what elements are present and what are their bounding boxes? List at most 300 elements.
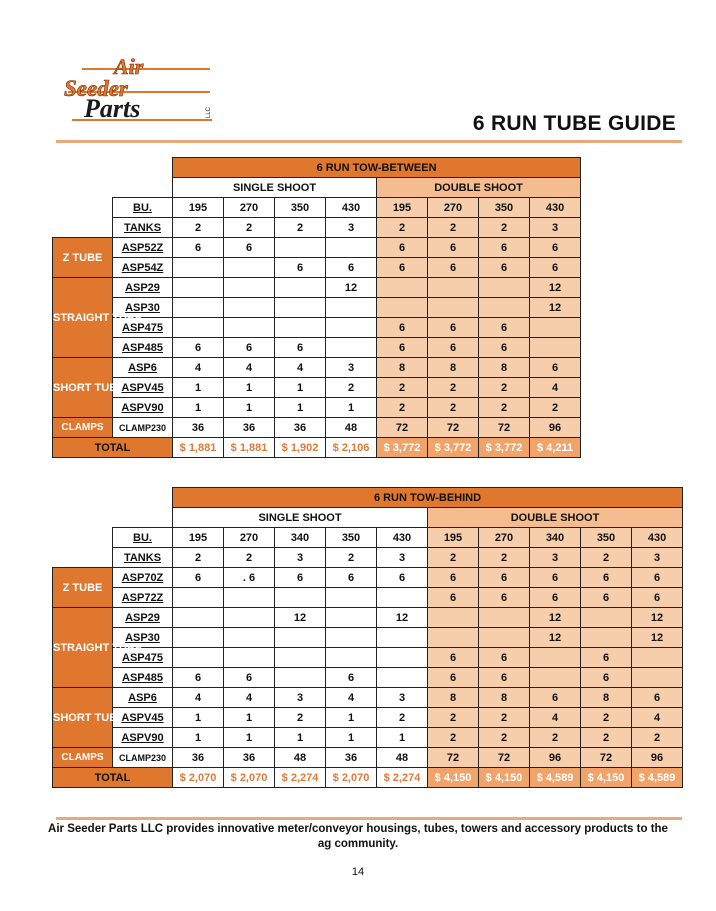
table-row	[53, 258, 581, 278]
part-number: ASP485	[113, 668, 173, 688]
qty-single	[275, 628, 326, 648]
qty-single: 1	[326, 728, 377, 748]
tanks-label: TANKS	[113, 218, 173, 238]
qty-single: 4	[224, 688, 275, 708]
total-price-single: $ 1,881	[224, 438, 275, 458]
qty-single: 6	[326, 258, 377, 278]
bu-value-single: 195	[173, 198, 224, 218]
table-row	[53, 338, 581, 358]
table-row	[53, 278, 581, 298]
tanks-value-double: 2	[428, 218, 479, 238]
qty-double: 6	[479, 338, 530, 358]
qty-double: 2	[479, 398, 530, 418]
part-number: ASP52Z	[113, 238, 173, 258]
tanks-value-single: 2	[326, 548, 377, 568]
qty-double: 6	[428, 338, 479, 358]
qty-double: 2	[428, 728, 479, 748]
tanks-value-single: 2	[275, 218, 326, 238]
bu-value-double: 350	[581, 528, 632, 548]
qty-double: 72	[377, 418, 428, 438]
qty-double	[377, 298, 428, 318]
qty-double: 2	[428, 708, 479, 728]
total-price-single: $ 2,274	[275, 768, 326, 788]
qty-double: 6	[479, 568, 530, 588]
qty-double: 12	[632, 608, 683, 628]
spacer-cell	[53, 528, 113, 548]
qty-single	[326, 238, 377, 258]
qty-double: 2	[581, 708, 632, 728]
qty-single: 36	[326, 748, 377, 768]
part-number: ASPV90	[113, 398, 173, 418]
qty-single: 4	[275, 358, 326, 378]
table-row	[53, 668, 683, 688]
qty-double: 12	[530, 608, 581, 628]
bu-label: BU.	[113, 198, 173, 218]
qty-single: 36	[224, 748, 275, 768]
qty-double: 6	[581, 588, 632, 608]
bu-value-double: 270	[428, 198, 479, 218]
qty-single	[326, 338, 377, 358]
single-shoot-header: SINGLE SHOOT	[173, 508, 428, 528]
qty-double: 6	[479, 238, 530, 258]
qty-double	[428, 278, 479, 298]
spacer-cell	[53, 178, 173, 198]
qty-single: 6	[173, 238, 224, 258]
qty-single: 36	[275, 418, 326, 438]
table-row	[53, 378, 581, 398]
total-price-single: $ 1,881	[173, 438, 224, 458]
table-row	[53, 238, 581, 258]
qty-double: 12	[530, 628, 581, 648]
qty-single: 4	[326, 688, 377, 708]
qty-double: 6	[479, 588, 530, 608]
page-title: 6 RUN TUBE GUIDE	[472, 112, 676, 135]
tow-between-table	[52, 157, 581, 458]
qty-single: 36	[173, 418, 224, 438]
qty-single: 1	[275, 378, 326, 398]
qty-double: 96	[632, 748, 683, 768]
table-row	[53, 728, 683, 748]
page-number: 14	[351, 866, 365, 878]
bu-value-double: 430	[530, 198, 581, 218]
qty-double	[530, 338, 581, 358]
qty-double: 6	[632, 588, 683, 608]
logo-line-parts: Parts	[84, 94, 141, 123]
total-price-double: $ 4,150	[479, 768, 530, 788]
table-row	[53, 608, 683, 628]
qty-single: 6	[224, 238, 275, 258]
qty-single	[224, 258, 275, 278]
qty-single: 4	[173, 688, 224, 708]
spacer-cell	[53, 198, 113, 218]
qty-double: 2	[632, 728, 683, 748]
category-label: Z TUBE	[53, 568, 113, 608]
part-number: ASP475	[113, 318, 173, 338]
tanks-value-double: 3	[632, 548, 683, 568]
part-number: ASP29	[113, 608, 173, 628]
qty-single	[326, 298, 377, 318]
logo-line-seeder: Seeder	[64, 76, 128, 101]
bu-value-single: 195	[173, 528, 224, 548]
qty-double: 6	[530, 238, 581, 258]
total-price-double: $ 4,150	[581, 768, 632, 788]
qty-single	[275, 278, 326, 298]
bu-value-single: 270	[224, 528, 275, 548]
total-label: TOTAL	[53, 438, 173, 458]
qty-single	[224, 318, 275, 338]
qty-single	[173, 608, 224, 628]
bu-value-double: 340	[530, 528, 581, 548]
qty-double	[479, 608, 530, 628]
table-row	[53, 688, 683, 708]
qty-double: 72	[428, 748, 479, 768]
qty-single: 36	[173, 748, 224, 768]
table-row	[53, 568, 683, 588]
category-label: CLAMPS	[53, 748, 113, 768]
qty-single: 4	[173, 358, 224, 378]
part-number: ASPV90	[113, 728, 173, 748]
bu-value-single: 340	[275, 528, 326, 548]
qty-double: 6	[377, 238, 428, 258]
spacer-cell	[53, 508, 173, 528]
qty-single: 6	[224, 338, 275, 358]
qty-double: 6	[581, 668, 632, 688]
bu-value-double: 430	[632, 528, 683, 548]
qty-single	[275, 238, 326, 258]
qty-single	[224, 588, 275, 608]
qty-double: 6	[479, 648, 530, 668]
total-price-single: $ 2,070	[173, 768, 224, 788]
qty-single: 1	[173, 398, 224, 418]
qty-double: 6	[428, 258, 479, 278]
qty-single	[173, 628, 224, 648]
qty-double: 96	[530, 748, 581, 768]
qty-single: 6	[224, 668, 275, 688]
qty-single: 48	[326, 418, 377, 438]
qty-double: 8	[581, 688, 632, 708]
qty-single: 1	[224, 398, 275, 418]
bu-value-single: 350	[275, 198, 326, 218]
qty-single	[377, 588, 428, 608]
bu-value-single: 270	[224, 198, 275, 218]
single-shoot-header: SINGLE SHOOT	[173, 178, 377, 198]
qty-double	[479, 628, 530, 648]
tanks-value-single: 2	[224, 218, 275, 238]
qty-double	[581, 628, 632, 648]
qty-double	[581, 608, 632, 628]
part-number: ASP6	[113, 358, 173, 378]
qty-single	[326, 318, 377, 338]
total-price-double: $ 3,772	[479, 438, 530, 458]
qty-double	[479, 278, 530, 298]
part-number: ASPV45	[113, 378, 173, 398]
qty-single: 6	[275, 568, 326, 588]
qty-single: 6	[377, 568, 428, 588]
qty-single: 1	[275, 398, 326, 418]
qty-single: 1	[224, 728, 275, 748]
table-row	[53, 398, 581, 418]
qty-single: 36	[224, 418, 275, 438]
qty-single: 1	[377, 728, 428, 748]
bu-label: BU.	[113, 528, 173, 548]
bu-value-single: 430	[377, 528, 428, 548]
category-label: STRAIGHT TUBE	[53, 278, 113, 358]
table-title: 6 RUN TOW-BEHIND	[173, 488, 683, 508]
total-price-double: $ 4,211	[530, 438, 581, 458]
tanks-value-single: 2	[224, 548, 275, 568]
qty-single	[224, 298, 275, 318]
qty-double	[530, 668, 581, 688]
qty-double	[479, 298, 530, 318]
qty-single: 2	[377, 708, 428, 728]
table-row	[53, 748, 683, 768]
qty-single	[326, 608, 377, 628]
qty-double: 6	[581, 568, 632, 588]
qty-double: 6	[632, 568, 683, 588]
total-price-single: $ 1,902	[275, 438, 326, 458]
qty-double	[632, 648, 683, 668]
spacer-cell	[53, 548, 113, 568]
qty-single	[275, 298, 326, 318]
qty-double	[632, 668, 683, 688]
qty-single: 12	[377, 608, 428, 628]
qty-double: 6	[530, 688, 581, 708]
qty-double	[530, 318, 581, 338]
tanks-value-single: 3	[326, 218, 377, 238]
qty-single: 2	[275, 708, 326, 728]
qty-single: 12	[275, 608, 326, 628]
total-label: TOTAL	[53, 768, 173, 788]
qty-double: 6	[581, 648, 632, 668]
spacer-cell	[53, 158, 173, 178]
footer-text: Air Seeder Parts LLC provides innovative meter/conveyor housings, tubes, towers and accessory products to the ag community.	[48, 823, 668, 850]
table-row	[53, 588, 683, 608]
qty-double: 8	[377, 358, 428, 378]
qty-single: 1	[173, 728, 224, 748]
qty-single: 1	[326, 398, 377, 418]
qty-double: 2	[479, 378, 530, 398]
qty-double: 8	[479, 358, 530, 378]
qty-single: 3	[326, 358, 377, 378]
qty-double: 6	[377, 258, 428, 278]
table-row	[53, 708, 683, 728]
bu-value-single: 430	[326, 198, 377, 218]
qty-single: 6	[326, 568, 377, 588]
qty-single	[326, 648, 377, 668]
qty-single: 1	[224, 708, 275, 728]
bu-value-double: 270	[479, 528, 530, 548]
qty-single	[326, 588, 377, 608]
category-label: SHORT TUBE	[53, 358, 113, 418]
qty-single	[224, 608, 275, 628]
tanks-value-single: 3	[275, 548, 326, 568]
qty-double: 96	[530, 418, 581, 438]
tanks-value-single: 2	[173, 548, 224, 568]
qty-single	[224, 628, 275, 648]
qty-double: 6	[377, 338, 428, 358]
bu-value-double: 195	[377, 198, 428, 218]
tanks-value-double: 2	[479, 548, 530, 568]
qty-single	[224, 648, 275, 668]
qty-double: 12	[632, 628, 683, 648]
qty-double: 8	[479, 688, 530, 708]
tanks-value-single: 2	[173, 218, 224, 238]
spacer-cell	[53, 218, 113, 238]
table-title: 6 RUN TOW-BETWEEN	[173, 158, 581, 178]
double-shoot-header: DOUBLE SHOOT	[428, 508, 683, 528]
total-price-single: $ 2,106	[326, 438, 377, 458]
total-price-double: $ 4,150	[428, 768, 479, 788]
logo-line-air: Air	[114, 54, 144, 79]
qty-single	[377, 668, 428, 688]
table-row	[53, 418, 581, 438]
qty-double: 8	[428, 358, 479, 378]
tanks-value-double: 2	[377, 218, 428, 238]
bu-value-double: 350	[479, 198, 530, 218]
part-number: ASPV45	[113, 708, 173, 728]
qty-single	[377, 628, 428, 648]
qty-double: 2	[428, 378, 479, 398]
qty-double: 72	[581, 748, 632, 768]
logo-suffix: LLC	[206, 106, 212, 118]
category-label: CLAMPS	[53, 418, 113, 438]
total-price-double: $ 4,589	[530, 768, 581, 788]
part-number: ASP475	[113, 648, 173, 668]
qty-double: 6	[530, 358, 581, 378]
qty-single: 1	[326, 708, 377, 728]
qty-double: 12	[530, 298, 581, 318]
tanks-value-single: 3	[377, 548, 428, 568]
qty-double	[428, 608, 479, 628]
tanks-value-double: 2	[581, 548, 632, 568]
qty-double: 6	[479, 668, 530, 688]
qty-double: 6	[530, 258, 581, 278]
qty-double: 72	[428, 418, 479, 438]
qty-single	[173, 648, 224, 668]
qty-single: 1	[275, 728, 326, 748]
total-price-single: $ 2,070	[326, 768, 377, 788]
qty-single	[173, 588, 224, 608]
bu-value-single: 350	[326, 528, 377, 548]
qty-double: 6	[428, 318, 479, 338]
table-row	[53, 628, 683, 648]
tow-behind-table	[52, 487, 683, 788]
double-shoot-header: DOUBLE SHOOT	[377, 178, 581, 198]
total-price-double: $ 3,772	[428, 438, 479, 458]
qty-double: 4	[632, 708, 683, 728]
bu-value-double: 195	[428, 528, 479, 548]
total-price-single: $ 2,070	[224, 768, 275, 788]
qty-single: 1	[173, 378, 224, 398]
qty-double: 6	[632, 688, 683, 708]
qty-double: 6	[428, 238, 479, 258]
qty-double: 4	[530, 378, 581, 398]
qty-single: 12	[326, 278, 377, 298]
qty-single: 1	[224, 378, 275, 398]
category-label: SHORT TUBE	[53, 688, 113, 748]
table-row	[53, 648, 683, 668]
qty-single	[173, 278, 224, 298]
spacer-cell	[53, 488, 173, 508]
qty-single: . 6	[224, 568, 275, 588]
part-number: CLAMP230	[113, 418, 173, 438]
part-number: ASP29	[113, 278, 173, 298]
qty-double: 6	[530, 588, 581, 608]
qty-double: 2	[377, 398, 428, 418]
qty-double: 2	[377, 378, 428, 398]
qty-double: 2	[479, 708, 530, 728]
qty-double: 2	[581, 728, 632, 748]
qty-double: 6	[428, 568, 479, 588]
category-label: Z TUBE	[53, 238, 113, 278]
qty-double: 4	[530, 708, 581, 728]
qty-double: 6	[377, 318, 428, 338]
qty-single	[173, 318, 224, 338]
qty-single: 6	[173, 668, 224, 688]
part-number: ASP30	[113, 628, 173, 648]
qty-double: 2	[479, 728, 530, 748]
tanks-label: TANKS	[113, 548, 173, 568]
qty-single: 2	[326, 378, 377, 398]
qty-single	[275, 318, 326, 338]
qty-double: 6	[479, 258, 530, 278]
qty-single: 48	[377, 748, 428, 768]
qty-single: 3	[377, 688, 428, 708]
part-number: ASP54Z	[113, 258, 173, 278]
qty-single	[377, 648, 428, 668]
qty-double: 72	[479, 418, 530, 438]
qty-double: 6	[530, 568, 581, 588]
part-number: ASP485	[113, 338, 173, 358]
part-number: CLAMP230	[113, 748, 173, 768]
qty-double	[428, 628, 479, 648]
qty-double: 72	[479, 748, 530, 768]
qty-single: 6	[173, 568, 224, 588]
qty-single: 3	[275, 688, 326, 708]
tanks-value-double: 2	[479, 218, 530, 238]
qty-single: 6	[275, 258, 326, 278]
qty-double: 6	[479, 318, 530, 338]
qty-single: 48	[275, 748, 326, 768]
part-number: ASP72Z	[113, 588, 173, 608]
qty-double: 6	[428, 648, 479, 668]
qty-single	[326, 628, 377, 648]
table-row	[53, 358, 581, 378]
total-price-double: $ 3,772	[377, 438, 428, 458]
company-logo	[60, 52, 220, 124]
top-divider	[56, 140, 682, 143]
category-label: STRAIGHT TUBE	[53, 608, 113, 688]
qty-single: 4	[224, 358, 275, 378]
qty-single	[275, 588, 326, 608]
qty-double: 2	[530, 398, 581, 418]
total-price-single: $ 2,274	[377, 768, 428, 788]
qty-single: 6	[275, 338, 326, 358]
qty-double	[530, 648, 581, 668]
qty-double: 6	[428, 668, 479, 688]
qty-single	[173, 298, 224, 318]
qty-double	[428, 298, 479, 318]
qty-single: 6	[173, 338, 224, 358]
qty-double: 2	[530, 728, 581, 748]
qty-double: 8	[428, 688, 479, 708]
tanks-value-double: 2	[428, 548, 479, 568]
part-number: ASP6	[113, 688, 173, 708]
qty-double	[377, 278, 428, 298]
qty-single	[275, 668, 326, 688]
qty-double: 2	[428, 398, 479, 418]
total-price-double: $ 4,589	[632, 768, 683, 788]
